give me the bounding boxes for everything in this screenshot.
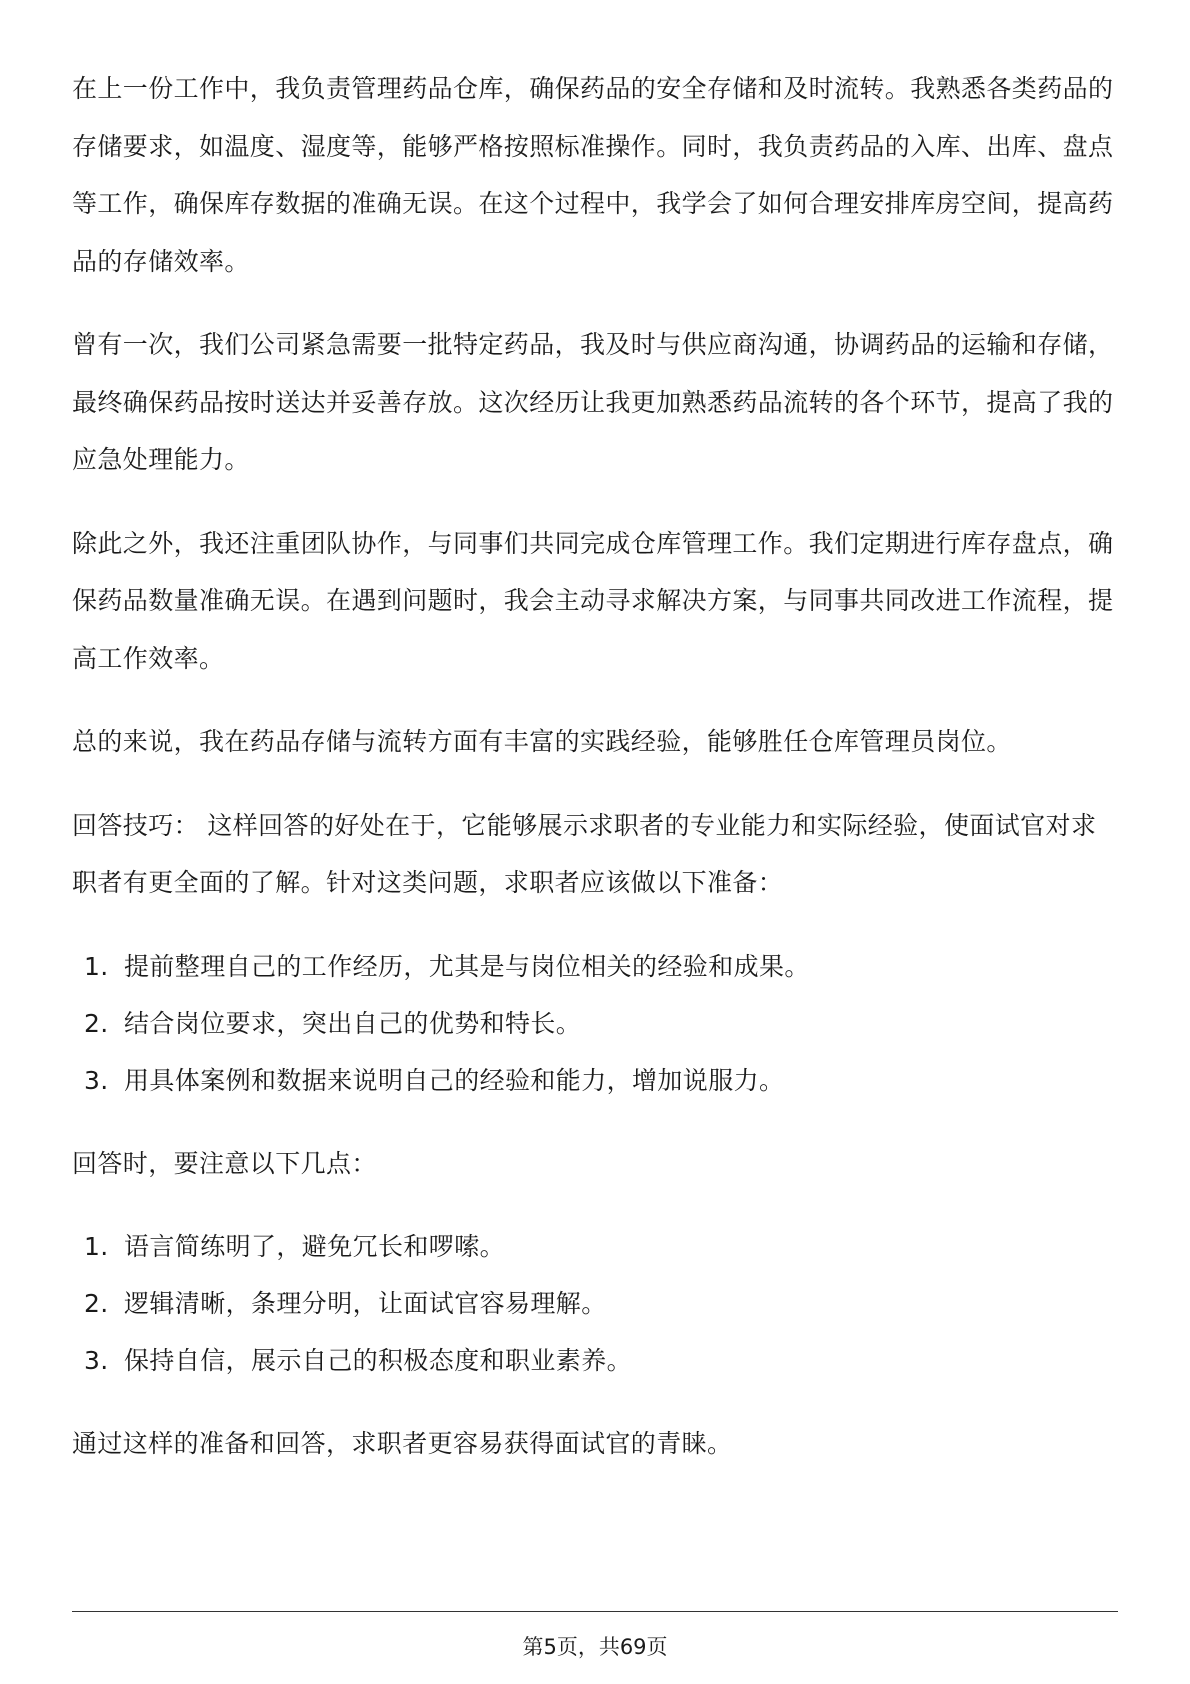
list-text: 逻辑清晰，条理分明，让面试官容易理解。 [124,1289,607,1318]
paragraph-closing: 通过这样的准备和回答，求职者更容易获得面试官的青睐。 [72,1429,733,1458]
list-item [72,1332,1118,1389]
footer-divider [72,1611,1118,1612]
list-number: 2. [84,1289,109,1318]
list-text: 结合岗位要求，突出自己的优势和特长。 [124,1008,582,1038]
paragraph-teamwork: 除此之外，我还注重团队协作，与同事们共同完成仓库管理工作。我们定期进行库存盘点，确保药品数量准确无误。在遇到问题时，我会主动寻求解决方案，与同事共同改进工作流程，提高工作效率。 [72,528,1114,673]
list-item [72,1275,1118,1332]
paragraph-tips: 回答技巧： 这样回答的好处在于，它能够展示求职者的专业能力和实际经验，使面试官对求职者有更全面的了解。针对这类问题，求职者应该做以下准备： [72,810,1097,897]
page-number: 第5页，共69页 [522,1635,668,1659]
list-number: 1. [84,1232,109,1261]
list-item [72,1052,1118,1109]
paragraph-experience: 在上一份工作中，我负责管理药品仓库，确保药品的安全存储和及时流转。我熟悉各类药品的存储要求，如温度、湿度等，能够严格按照标准操作。同时，我负责药品的入库、出库、盘点等工作，确保库存数据的准确无误。在这个过程中，我学会了如何合理安排库房空间，提高药品的存储效率。 [72,74,1114,276]
page-content [72,60,1118,1499]
attention-list [72,1218,1118,1389]
list-text: 保持自信，展示自己的积极态度和职业素养。 [124,1346,633,1375]
list-item [72,938,1118,995]
list-item [72,1218,1118,1275]
preparation-list [72,938,1118,1109]
paragraph-attention-intro: 回答时，要注意以下几点： [72,1148,377,1178]
list-number: 1. [84,951,109,981]
paragraph-summary: 总的来说，我在药品存储与流转方面有丰富的实践经验，能够胜任仓库管理员岗位。 [72,727,1012,756]
list-item [72,995,1118,1052]
list-text: 提前整理自己的工作经历，尤其是与岗位相关的经验和成果。 [124,951,810,981]
list-number: 3. [84,1346,109,1375]
list-text: 用具体案例和数据来说明自己的经验和能力，增加说服力。 [124,1065,785,1095]
paragraph-example: 曾有一次，我们公司紧急需要一批特定药品，我及时与供应商沟通，协调药品的运输和存储，最终确保药品按时送达并妥善存放。这次经历让我更加熟悉药品流转的各个环节，提高了我的应急处理能力。 [72,330,1114,474]
list-number: 2. [84,1008,109,1038]
list-number: 3. [84,1065,109,1095]
list-text: 语言简练明了，避免冗长和啰嗦。 [124,1232,506,1261]
